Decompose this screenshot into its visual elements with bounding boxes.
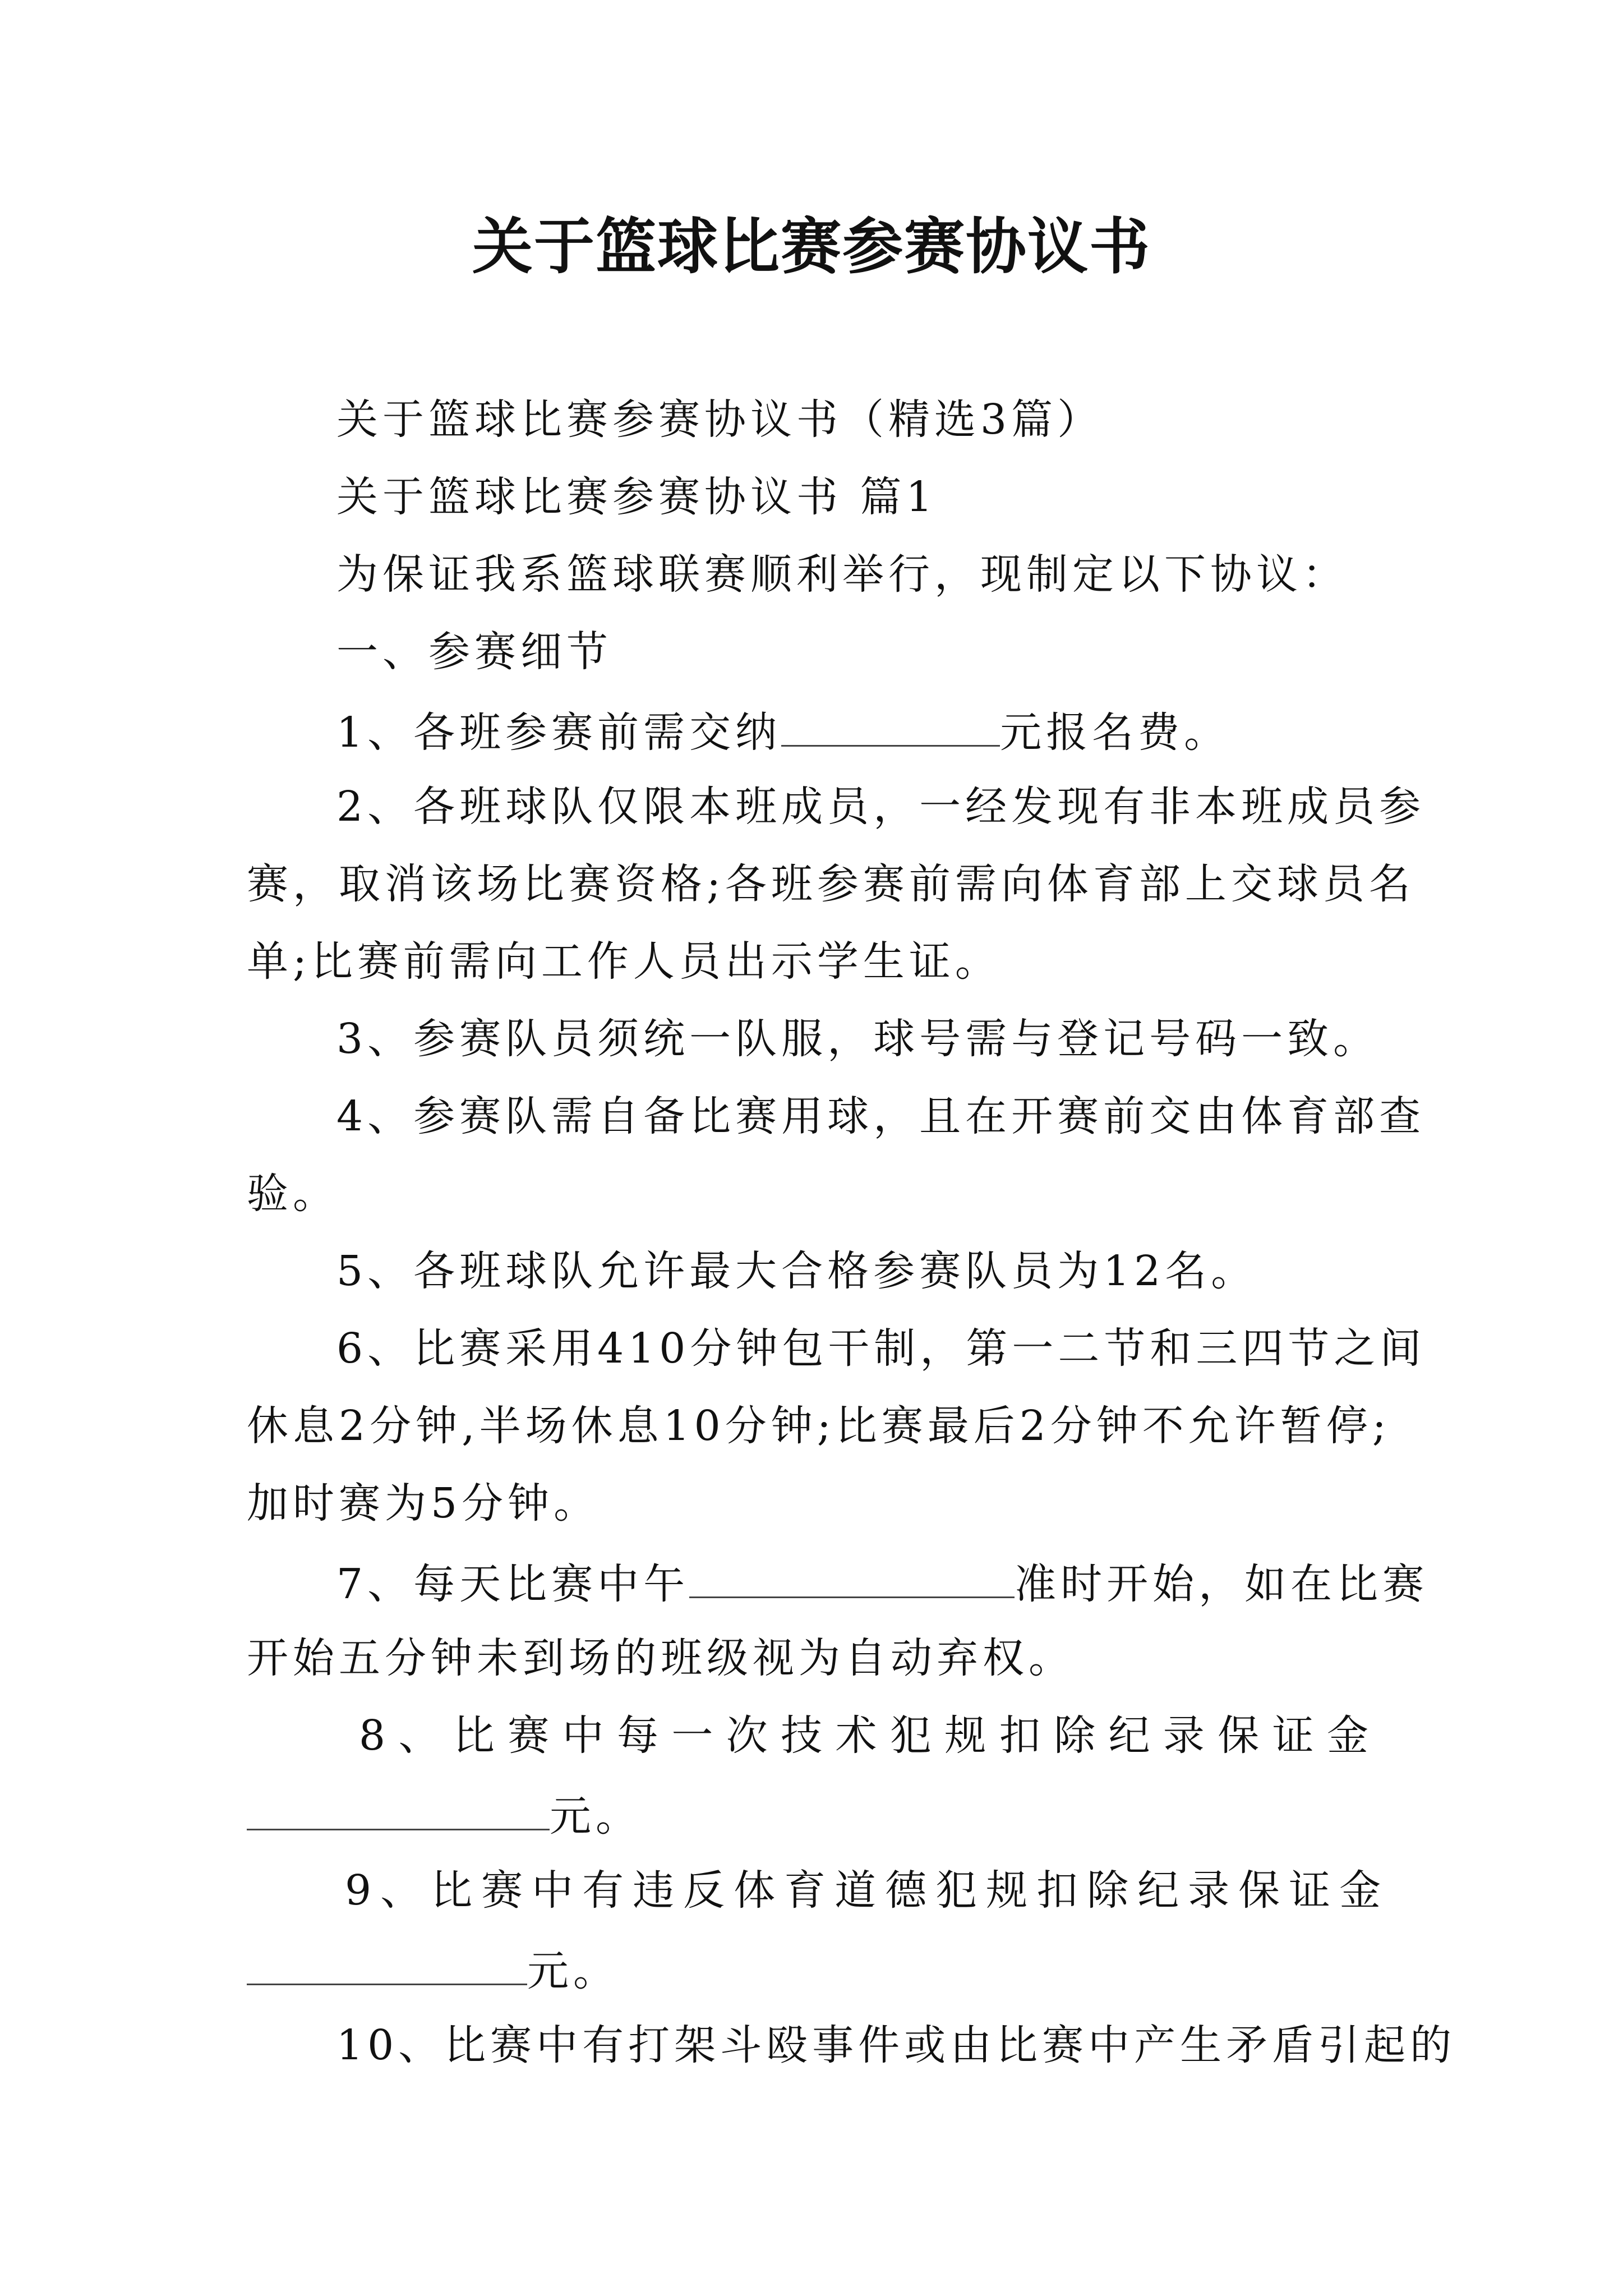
section-heading: 关于篮球比赛参赛协议书 篇1 [336,473,937,521]
technical-foul-deposit-blank [247,1786,550,1830]
item-3: 3、参赛队员须统一队服，球号需与登记号码一致。 [336,1015,1380,1063]
start-time-blank [689,1554,1015,1598]
item-7-text-end: 准时开始，如在比赛 [1015,1560,1429,1608]
fee-blank [781,702,1000,747]
item-2-line-1: 2、各班球队仅限本班成员，一经发现有非本班成员参 [336,783,1426,831]
item-9-line-1: 9、比赛中有违反体育道德犯规扣除纪录保证金 [345,1866,1390,1915]
item-8-line-2 [247,1786,1380,1843]
item-7-line-2: 开始五分钟未到场的班级视为自动弃权。 [247,1634,1075,1682]
item-2-line-2: 赛，取消该场比赛资格;各班参赛前需向体育部上交球员名 [247,860,1415,908]
subtitle: 关于篮球比赛参赛协议书（精选3篇） [336,395,1104,444]
item-5: 5、各班球队允许最大合格参赛队员为12名。 [336,1247,1257,1295]
intro-paragraph: 为保证我系篮球联赛顺利举行，现制定以下协议： [336,550,1348,599]
item-8-text-end: 元。 [550,1792,642,1841]
item-8-line-1: 8、比赛中每一次技术犯规扣除纪录保证金 [359,1711,1380,1760]
item-6-line-1: 6、比赛采用410分钟包干制，第一二节和三四节之间 [336,1324,1426,1373]
item-9-text-end: 元。 [527,1947,619,1995]
item-2-line-3: 单;比赛前需向工作人员出示学生证。 [247,937,1001,986]
item-7-line-1 [336,1554,1429,1611]
item-6-line-3: 加时赛为5分钟。 [247,1479,600,1527]
document-title: 关于篮球比赛参赛协议书 [472,211,1151,282]
item-1-text-end: 元报名费。 [1000,708,1230,757]
item-7-text: 7、每天比赛中午 [336,1560,690,1608]
item-4-line-1: 4、参赛队需自备比赛用球，且在开赛前交由体育部查 [336,1092,1426,1140]
item-6-line-2: 休息2分钟,半场休息10分钟;比赛最后2分钟不允许暂停; [247,1402,1391,1450]
item-1-text: 1、各班参赛前需交纳 [336,708,782,757]
item-9-line-2 [247,1941,1380,1998]
item-1 [336,702,1380,760]
unsportsmanlike-foul-deposit-blank [247,1941,527,1985]
part-one-heading: 一、参赛细节 [336,628,612,676]
item-10-line-1: 10、比赛中有打架斗殴事件或由比赛中产生矛盾引起的 [336,2021,1456,2069]
item-4-line-2: 验。 [247,1170,339,1218]
